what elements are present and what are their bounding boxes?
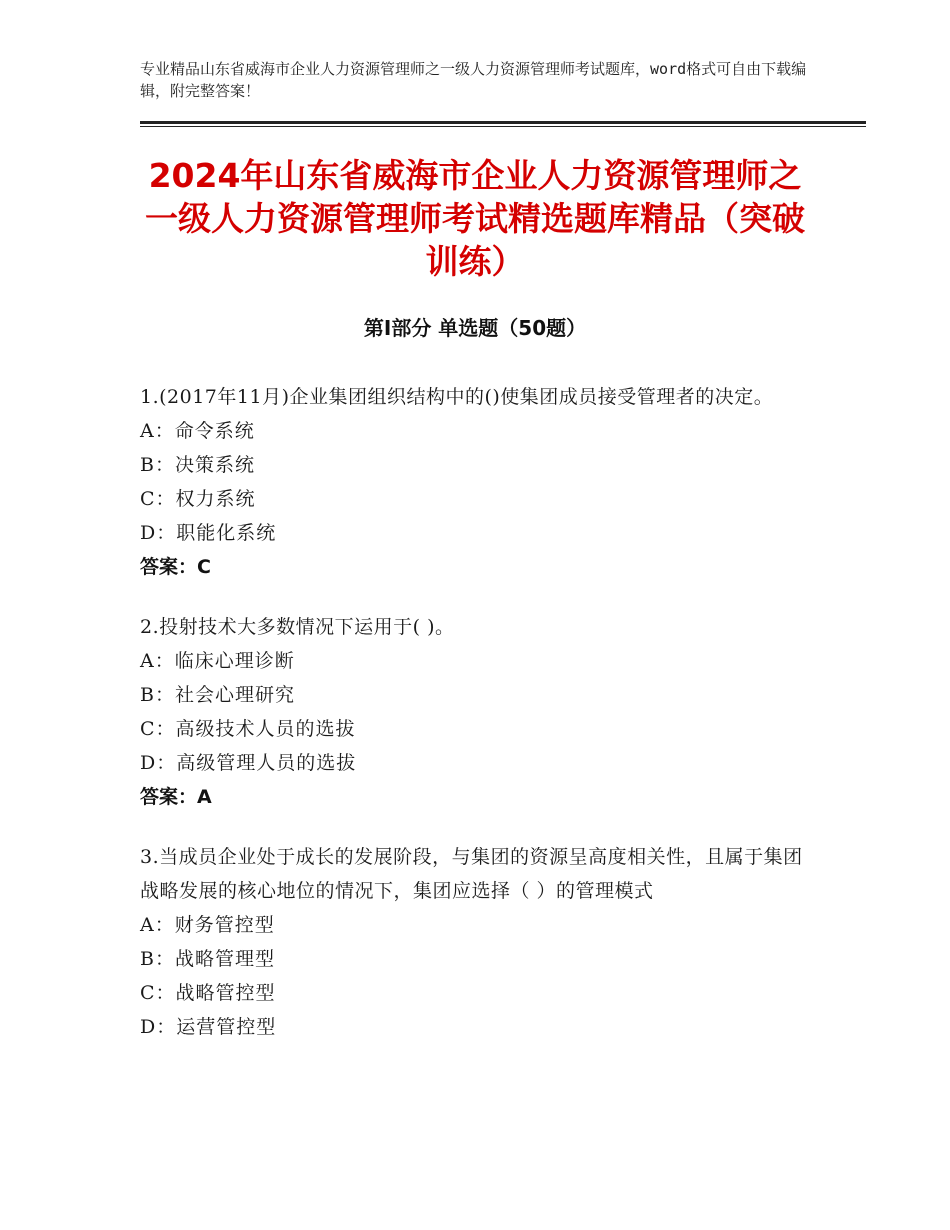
document-title: 2024年山东省威海市企业人力资源管理师之一级人力资源管理师考试精选题库精品（突破训练） (145, 156, 805, 281)
question-list (140, 380, 810, 1070)
option-c: C：战略管控型 (140, 982, 276, 1004)
answer-line: 答案：A (140, 786, 212, 808)
question-1 (140, 380, 810, 584)
option-c: C：高级技术人员的选拔 (140, 718, 356, 740)
option-b: B：战略管理型 (140, 948, 275, 970)
question-3 (140, 840, 810, 1044)
question-stem: 2.投射技术大多数情况下运用于( )。 (140, 616, 455, 638)
option-a: A：命令系统 (140, 420, 255, 442)
header-rule-thin (140, 126, 866, 127)
option-d: D：职能化系统 (140, 522, 277, 544)
option-a: A：财务管控型 (140, 914, 275, 936)
question-2 (140, 610, 810, 814)
header-rule-thick (140, 121, 866, 124)
section-heading: 第Ⅰ部分 单选题（50题） (363, 316, 587, 340)
option-a: A：临床心理诊断 (140, 650, 295, 672)
option-b: B：决策系统 (140, 454, 255, 476)
answer-line: 答案：C (140, 556, 211, 578)
option-c: C：权力系统 (140, 488, 256, 510)
option-b: B：社会心理研究 (140, 684, 295, 706)
header-note: 专业精品山东省威海市企业人力资源管理师之一级人力资源管理师考试题库，word格式可自由下载编辑，附完整答案！ (140, 60, 807, 100)
question-stem: 1.(2017年11月)企业集团组织结构中的()使集团成员接受管理者的决定。 (140, 386, 774, 408)
question-stem: 3.当成员企业处于成长的发展阶段，与集团的资源呈高度相关性，且属于集团战略发展的核心地位的情况下，集团应选择（ ）的管理模式 (140, 846, 803, 902)
option-d: D：高级管理人员的选拔 (140, 752, 357, 774)
option-d: D：运营管控型 (140, 1016, 277, 1038)
